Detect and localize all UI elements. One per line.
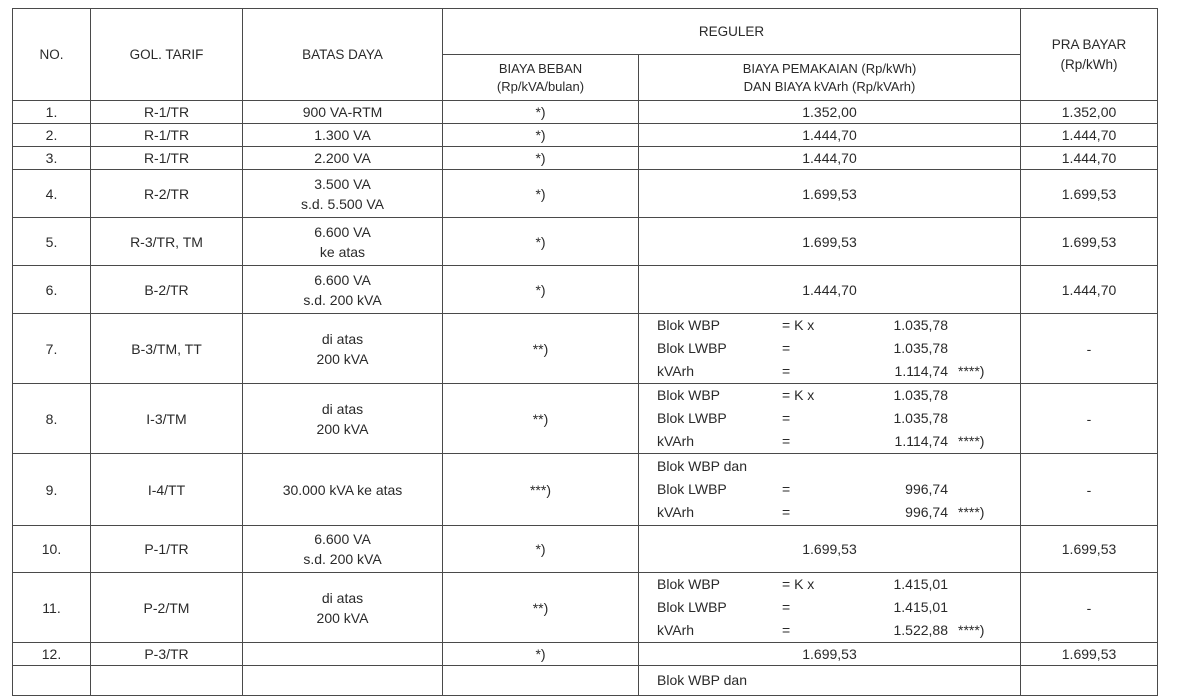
batas-daya-line: 1.300 VA bbox=[314, 127, 371, 143]
table-row bbox=[13, 124, 1158, 147]
block-value: 1.114,74 bbox=[894, 433, 948, 449]
cell-biaya-beban: **) bbox=[443, 314, 639, 384]
block-tariff-list bbox=[639, 573, 1020, 642]
cell-batas-daya bbox=[243, 314, 443, 384]
cell-biaya-beban: *) bbox=[443, 124, 639, 147]
table-row bbox=[13, 666, 1158, 696]
block-tariff-line bbox=[639, 360, 1020, 383]
cell-no: 6. bbox=[13, 266, 91, 314]
block-operator: = bbox=[782, 504, 791, 520]
cell-biaya-beban: *) bbox=[443, 266, 639, 314]
block-label: kVArh bbox=[657, 622, 695, 638]
cell-gol-tarif: R-1/TR bbox=[91, 147, 243, 170]
batas-daya-line: 30.000 kVA ke atas bbox=[282, 481, 403, 498]
batas-daya-line: s.d. 200 kVA bbox=[303, 551, 382, 567]
header-biaya-beban bbox=[443, 55, 639, 101]
cell-batas-daya bbox=[243, 218, 443, 266]
block-tariff-list bbox=[639, 455, 1020, 524]
block-tariff-line bbox=[639, 596, 1020, 619]
cell-batas-daya bbox=[243, 147, 443, 170]
tariff-body bbox=[13, 101, 1158, 696]
batas-daya-line: 3.500 VA bbox=[314, 175, 371, 192]
block-label: kVArh bbox=[657, 363, 695, 379]
block-note bbox=[948, 407, 1020, 430]
cell-gol-tarif: R-2/TR bbox=[91, 170, 243, 218]
cell-batas-daya bbox=[243, 101, 443, 124]
block-value: 1.522,88 bbox=[893, 622, 948, 638]
block-value: 996,74 bbox=[905, 481, 948, 497]
cell-biaya-beban: *) bbox=[443, 101, 639, 124]
cell-gol-tarif: B-3/TM, TT bbox=[91, 314, 243, 384]
cell-gol-tarif: I-4/TT bbox=[91, 454, 243, 526]
cell-biaya-pemakaian: 1.444,70 bbox=[639, 266, 1021, 314]
cell-batas-daya bbox=[243, 384, 443, 454]
table-row bbox=[13, 454, 1158, 526]
block-operator: = K x bbox=[782, 576, 815, 592]
cell-batas-daya bbox=[243, 666, 443, 696]
cell-pra-bayar: 1.444,70 bbox=[1021, 124, 1158, 147]
cell-biaya-pemakaian: 1.699,53 bbox=[639, 218, 1021, 266]
block-value: 1.415,01 bbox=[893, 599, 948, 615]
block-operator bbox=[782, 455, 860, 478]
cell-no: 10. bbox=[13, 526, 91, 573]
header-biaya-pemakaian-label: BIAYA PEMAKAIAN (Rp/kWh) bbox=[742, 60, 917, 76]
cell-biaya-pemakaian: 1.699,53 bbox=[639, 643, 1021, 666]
cell-pra-bayar: 1.699,53 bbox=[1021, 218, 1158, 266]
table-row bbox=[13, 643, 1158, 666]
cell-pra-bayar: - bbox=[1021, 384, 1158, 454]
cell-batas-daya bbox=[243, 170, 443, 218]
header-biaya-beban-label: BIAYA BEBAN bbox=[498, 60, 583, 76]
block-label: Blok LWBP bbox=[657, 481, 727, 497]
header-pra-bayar-unit: (Rp/kWh) bbox=[1060, 56, 1118, 72]
batas-daya-line: 2.200 VA bbox=[314, 150, 371, 166]
cell-biaya-beban: *) bbox=[443, 147, 639, 170]
block-value: 1.114,74 bbox=[894, 363, 948, 379]
cell-batas-daya bbox=[243, 454, 443, 526]
cell-no: 12. bbox=[13, 643, 91, 666]
block-tariff-line bbox=[639, 337, 1020, 360]
cell-batas-daya bbox=[243, 124, 443, 147]
block-label: Blok WBP dan bbox=[657, 672, 748, 688]
cell-biaya-pemakaian bbox=[639, 666, 1021, 696]
batas-daya-line: 900 VA-RTM bbox=[302, 104, 383, 120]
block-note: ****) bbox=[958, 433, 985, 449]
block-tariff-line bbox=[639, 407, 1020, 430]
block-tariff-list bbox=[639, 314, 1020, 383]
cell-pra-bayar: - bbox=[1021, 454, 1158, 526]
block-operator: = bbox=[782, 599, 791, 615]
batas-daya-line: ke atas bbox=[319, 243, 366, 260]
cell-gol-tarif: R-3/TR, TM bbox=[91, 218, 243, 266]
header-gol-tarif: GOL. TARIF bbox=[91, 9, 243, 101]
block-tariff-line bbox=[639, 384, 1020, 407]
header-batas-daya: BATAS DAYA bbox=[243, 9, 443, 101]
cell-biaya-beban: *) bbox=[443, 170, 639, 218]
cell-biaya-pemakaian bbox=[639, 454, 1021, 526]
cell-pra-bayar: 1.699,53 bbox=[1021, 526, 1158, 573]
cell-biaya-beban: *) bbox=[443, 643, 639, 666]
cell-no: 8. bbox=[13, 384, 91, 454]
cell-gol-tarif bbox=[91, 666, 243, 696]
block-note bbox=[948, 455, 1020, 478]
block-label: Blok WBP bbox=[657, 576, 721, 592]
cell-biaya-beban bbox=[443, 666, 639, 696]
cell-biaya-pemakaian bbox=[639, 314, 1021, 384]
table-row bbox=[13, 218, 1158, 266]
cell-gol-tarif: P-3/TR bbox=[91, 643, 243, 666]
cell-batas-daya bbox=[243, 266, 443, 314]
table-row bbox=[13, 266, 1158, 314]
header-pra-bayar-label: PRA BAYAR bbox=[1051, 36, 1127, 52]
block-tariff-line bbox=[639, 573, 1020, 596]
cell-biaya-pemakaian: 1.352,00 bbox=[639, 101, 1021, 124]
block-operator bbox=[782, 669, 860, 692]
cell-pra-bayar: - bbox=[1021, 314, 1158, 384]
block-tariff-line bbox=[639, 430, 1020, 453]
cell-batas-daya bbox=[243, 643, 443, 666]
cell-biaya-pemakaian: 1.699,53 bbox=[639, 170, 1021, 218]
cell-no: 3. bbox=[13, 147, 91, 170]
block-tariff-line bbox=[639, 619, 1020, 642]
block-value: 1.415,01 bbox=[893, 576, 948, 592]
block-note bbox=[948, 669, 1020, 692]
table-row bbox=[13, 384, 1158, 454]
cell-pra-bayar: 1.444,70 bbox=[1021, 266, 1158, 314]
table-row bbox=[13, 170, 1158, 218]
cell-biaya-beban: **) bbox=[443, 573, 639, 643]
block-operator: = bbox=[782, 481, 791, 497]
block-label: Blok LWBP bbox=[657, 410, 727, 426]
batas-daya-line: di atas bbox=[321, 589, 364, 606]
cell-gol-tarif: R-1/TR bbox=[91, 101, 243, 124]
table-row bbox=[13, 314, 1158, 384]
cell-biaya-pemakaian: 1.444,70 bbox=[639, 124, 1021, 147]
cell-biaya-pemakaian: 1.699,53 bbox=[639, 526, 1021, 573]
cell-biaya-beban: **) bbox=[443, 384, 639, 454]
batas-daya-line: di atas bbox=[321, 400, 364, 417]
batas-daya-line: 200 kVA bbox=[316, 350, 369, 367]
block-value: 1.035,78 bbox=[893, 410, 948, 426]
cell-gol-tarif: P-1/TR bbox=[91, 526, 243, 573]
block-operator: = bbox=[782, 622, 791, 638]
block-note bbox=[948, 478, 1020, 501]
batas-daya-line: 6.600 VA bbox=[314, 223, 371, 240]
header-biaya-beban-unit: (Rp/kVA/bulan) bbox=[496, 78, 585, 94]
cell-gol-tarif: P-2/TM bbox=[91, 573, 243, 643]
cell-no bbox=[13, 666, 91, 696]
block-tariff-line bbox=[639, 669, 1020, 692]
block-label: Blok WBP bbox=[657, 317, 721, 333]
block-tariff-line bbox=[639, 501, 1020, 524]
table-row bbox=[13, 526, 1158, 573]
table-row bbox=[13, 573, 1158, 643]
cell-batas-daya bbox=[243, 573, 443, 643]
block-value: 1.035,78 bbox=[893, 317, 948, 333]
tariff-table bbox=[12, 8, 1158, 696]
batas-daya-line: s.d. 5.500 VA bbox=[300, 195, 384, 212]
cell-biaya-beban: *) bbox=[443, 218, 639, 266]
cell-biaya-pemakaian bbox=[639, 384, 1021, 454]
cell-biaya-pemakaian: 1.444,70 bbox=[639, 147, 1021, 170]
cell-biaya-pemakaian bbox=[639, 573, 1021, 643]
cell-biaya-beban: *) bbox=[443, 526, 639, 573]
block-label: Blok LWBP bbox=[657, 340, 727, 356]
block-note bbox=[948, 573, 1020, 596]
block-tariff-list bbox=[639, 669, 1020, 692]
block-note bbox=[948, 596, 1020, 619]
block-label: Blok LWBP bbox=[657, 599, 727, 615]
header-pra-bayar bbox=[1021, 9, 1158, 101]
cell-gol-tarif: R-1/TR bbox=[91, 124, 243, 147]
block-note bbox=[948, 314, 1020, 337]
block-note: ****) bbox=[958, 363, 985, 379]
cell-pra-bayar: - bbox=[1021, 573, 1158, 643]
block-value: 1.035,78 bbox=[893, 340, 948, 356]
block-label: Blok WBP dan bbox=[657, 458, 748, 474]
batas-daya-line: 200 kVA bbox=[316, 609, 369, 626]
block-note: ****) bbox=[958, 504, 985, 520]
batas-daya-line: s.d. 200 kVA bbox=[303, 291, 382, 308]
cell-gol-tarif: I-3/TM bbox=[91, 384, 243, 454]
batas-daya-line: 200 kVA bbox=[316, 420, 369, 437]
block-note bbox=[948, 384, 1020, 407]
header-biaya-pemakaian bbox=[639, 55, 1021, 101]
cell-no: 4. bbox=[13, 170, 91, 218]
cell-no: 9. bbox=[13, 454, 91, 526]
block-value: 1.035,78 bbox=[893, 387, 948, 403]
block-operator: = bbox=[782, 340, 791, 356]
header-reguler: REGULER bbox=[443, 9, 1021, 55]
block-operator: = bbox=[782, 433, 791, 449]
cell-pra-bayar bbox=[1021, 666, 1158, 696]
cell-batas-daya bbox=[243, 526, 443, 573]
block-label: kVArh bbox=[657, 433, 695, 449]
block-tariff-line bbox=[639, 455, 1020, 478]
cell-biaya-beban: ***) bbox=[443, 454, 639, 526]
block-label: kVArh bbox=[657, 504, 695, 520]
cell-no: 2. bbox=[13, 124, 91, 147]
block-value bbox=[860, 669, 948, 692]
batas-daya-line: 6.600 VA bbox=[314, 531, 371, 547]
cell-no: 1. bbox=[13, 101, 91, 124]
block-operator: = K x bbox=[782, 317, 815, 333]
block-label: Blok WBP bbox=[657, 387, 721, 403]
block-note: ****) bbox=[958, 622, 985, 638]
block-note bbox=[948, 337, 1020, 360]
cell-pra-bayar: 1.699,53 bbox=[1021, 170, 1158, 218]
cell-gol-tarif: B-2/TR bbox=[91, 266, 243, 314]
block-operator: = K x bbox=[782, 387, 815, 403]
header-biaya-kvarh-label: DAN BIAYA kVArh (Rp/kVArh) bbox=[743, 78, 916, 94]
batas-daya-line: di atas bbox=[321, 330, 364, 347]
table-row bbox=[13, 101, 1158, 124]
cell-no: 11. bbox=[13, 573, 91, 643]
block-tariff-line bbox=[639, 314, 1020, 337]
block-tariff-list bbox=[639, 384, 1020, 453]
batas-daya-line: 6.600 VA bbox=[314, 271, 371, 288]
cell-no: 5. bbox=[13, 218, 91, 266]
block-tariff-line bbox=[639, 478, 1020, 501]
block-operator: = bbox=[782, 410, 791, 426]
block-operator: = bbox=[782, 363, 791, 379]
block-value: 996,74 bbox=[905, 504, 948, 520]
table-row bbox=[13, 147, 1158, 170]
cell-pra-bayar: 1.699,53 bbox=[1021, 643, 1158, 666]
cell-pra-bayar: 1.352,00 bbox=[1021, 101, 1158, 124]
cell-no: 7. bbox=[13, 314, 91, 384]
cell-pra-bayar: 1.444,70 bbox=[1021, 147, 1158, 170]
block-value bbox=[860, 455, 948, 478]
header-no: NO. bbox=[13, 9, 91, 101]
